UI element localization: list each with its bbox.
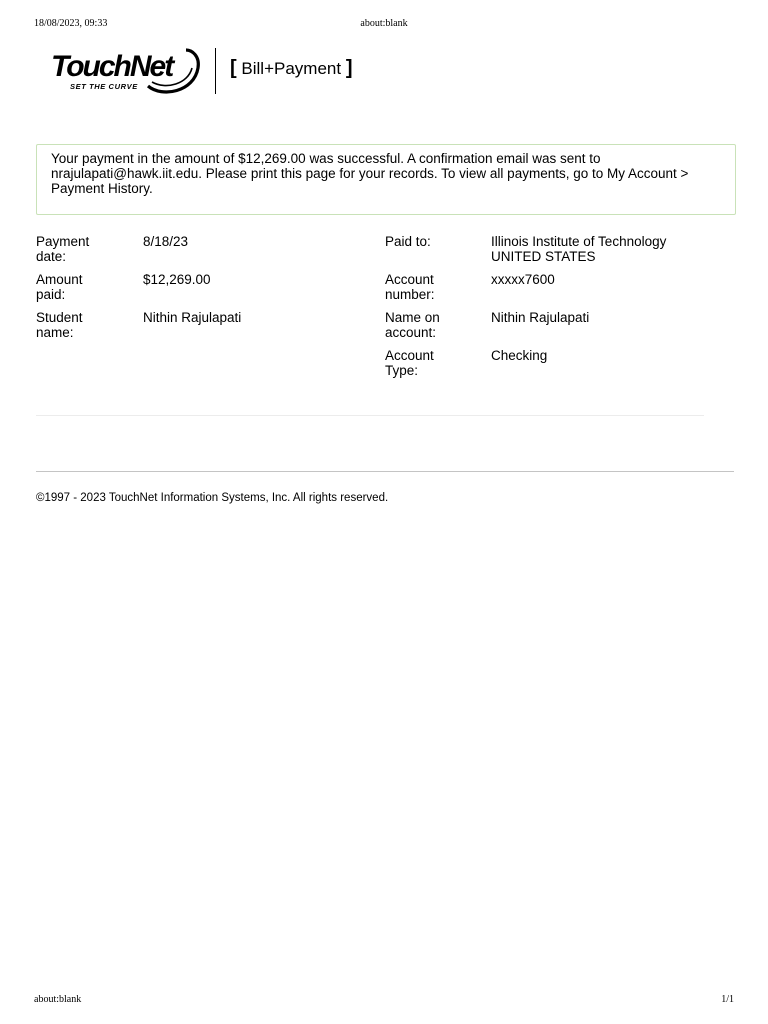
paid-to-country: UNITED STATES	[491, 248, 596, 264]
payment-date-label: Payment date:	[36, 234, 90, 264]
section-divider	[36, 415, 704, 416]
amount-paid-value: $12,269.00	[143, 272, 211, 287]
bracket-close: ]	[345, 57, 353, 79]
logo-wordmark: TouchNet	[51, 50, 173, 83]
touchnet-logo	[50, 44, 210, 100]
success-alert	[36, 144, 736, 215]
paid-to-institution: Illinois Institute of Technology	[491, 234, 667, 249]
student-name-label: Student name:	[36, 310, 83, 340]
print-url: about:blank	[360, 18, 408, 29]
payment-date-value: 8/18/23	[143, 234, 189, 249]
name-on-account-value: Nithin Rajulapati	[491, 310, 590, 325]
footer-divider	[36, 471, 734, 472]
logo-tagline: SET THE CURVE	[70, 82, 138, 91]
bracket-open: [	[230, 57, 237, 79]
print-datetime: 18/08/2023, 09:33	[34, 18, 108, 29]
brand-header	[50, 44, 380, 100]
amount-paid-label: Amount paid:	[36, 272, 83, 302]
product-name-text: Bill+Payment	[241, 59, 342, 78]
print-footer-url: about:blank	[34, 994, 82, 1005]
account-type-value: Checking	[491, 348, 548, 363]
paid-to-value	[491, 235, 666, 264]
paid-to-label: Paid to:	[385, 234, 431, 249]
success-message: Your payment in the amount of $12,269.00 was successful. A confirmation email was sent to nrajulapati@hawk.iit.edu. Please print this page for your records. To view all payments, go to My Account > Payment History.	[51, 151, 689, 196]
product-name	[230, 57, 353, 80]
brand-divider	[215, 48, 216, 94]
print-page-number: 1/1	[721, 994, 734, 1005]
account-number-value: xxxxx7600	[491, 272, 555, 287]
copyright: ©1997 - 2023 TouchNet Information Systems, Inc. All rights reserved.	[36, 492, 389, 504]
account-type-label: Account Type:	[385, 348, 434, 378]
account-number-label: Account number:	[385, 272, 435, 302]
name-on-account-label: Name on account:	[385, 310, 440, 340]
student-name-value: Nithin Rajulapati	[143, 310, 242, 325]
